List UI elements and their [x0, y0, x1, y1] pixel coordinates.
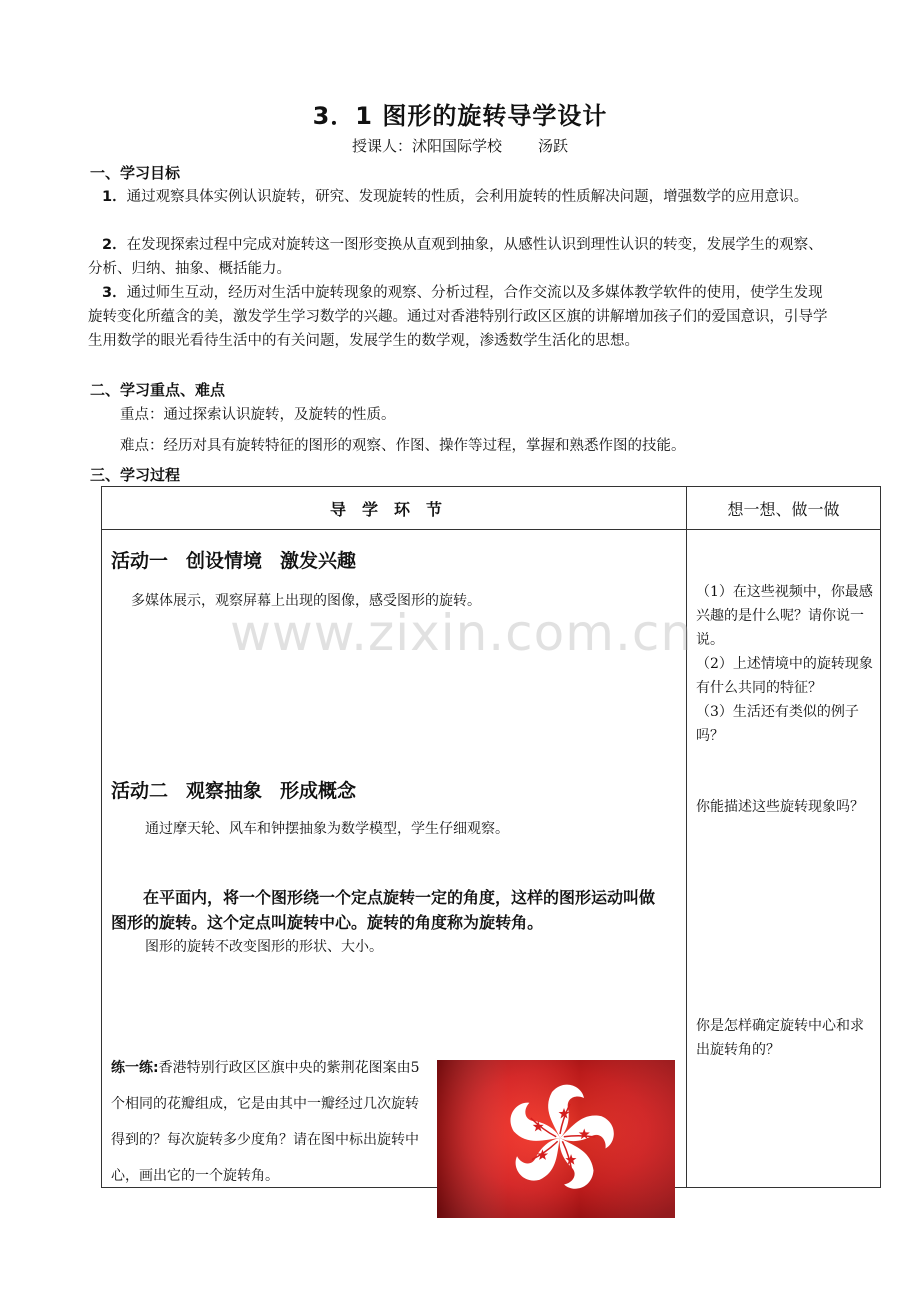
watermark: www.zixin.com.cn — [230, 604, 694, 662]
col-header-think: 想一想、做一做 — [687, 487, 881, 530]
question-2: （2）上述情境中的旋转现象有什么共同的特征？ — [696, 656, 873, 696]
term-rotation: 图形的旋转 — [111, 913, 192, 932]
section-heading-objectives: 一、学习目标 — [90, 164, 181, 182]
objective-2: 2．在发现探索过程中完成对旋转这一图形变换从直观到抽象，从感性认识到理性认识的转变，发展学生的观察、分析、归纳、抽象、概括能力。 — [88, 237, 823, 277]
practice-text: 练一练:香港特别行政区区旗中央的紫荆花图案由5个相同的花瓣组成，它是由其中一瓣经过几次旋转得到的？每次旋转多少度角？请在图中标出旋转中心，画出它的一个旋转角。 — [111, 1060, 420, 1184]
rotation-property: 图形的旋转不改变图形的形状、大小。 — [145, 939, 383, 955]
rotation-definition: 在平面内，将一个图形绕一个定点旋转一定的角度，这样的图形运动叫做图形的旋转。这个定点叫旋转中心。旋转的角度称为旋转角。 — [111, 888, 656, 932]
activity-1-text: 多媒体展示，观察屏幕上出现的图像，感受图形的旋转。 — [131, 593, 481, 609]
question-1: （1）在这些视频中，你最感兴趣的是什么呢？请你说一说。 — [696, 584, 873, 648]
objective-3: 3．通过师生互动，经历对生活中旋转现象的观察、分析过程，合作交流以及多媒体教学软件的使用，使学生发现旋转变化所蕴含的美，激发学生学习数学的兴趣。通过对香港特别行政区区旗的讲解增加孩子们的爱国意识，引导学生用数学的眼光看待生活中的有关问题，发展学生的数学观，渗透数学生活化的思想。 — [88, 285, 828, 349]
hong-kong-flag-image — [437, 1060, 675, 1218]
question-5: 你是怎样确定旋转中心和求出旋转角的？ — [696, 1018, 864, 1058]
focus-text: 重点：通过探索认识旋转，及旋转的性质。 — [120, 407, 396, 423]
activity-1-title: 活动一 创设情境 激发兴趣 — [111, 550, 357, 572]
question-4: 你能描述这些旋转现象吗？ — [696, 799, 864, 815]
section-heading-focus: 二、学习重点、难点 — [90, 381, 226, 399]
term-angle: 旋转角 — [479, 913, 528, 932]
author-name: 汤跃 — [538, 137, 569, 155]
question-3: （3）生活还有类似的例子吗？ — [696, 704, 859, 744]
author-line — [0, 135, 920, 156]
document-title: 3．1 图形的旋转导学设计 — [312, 102, 608, 130]
term-center: 旋转中心 — [287, 913, 352, 932]
practice-label: 练一练: — [111, 1060, 159, 1076]
col-header-guide: 导学环节 — [102, 487, 687, 530]
think-cell — [687, 530, 881, 1188]
activity-2-title: 活动二 观察抽象 形成概念 — [111, 780, 357, 802]
activity-2-text: 通过摩天轮、风车和钟摆抽象为数学模型，学生仔细观察。 — [145, 821, 509, 837]
section-heading-process: 三、学习过程 — [90, 466, 181, 484]
objective-1: 1．通过观察具体实例认识旋转，研究、发现旋转的性质，会利用旋转的性质解决问题，增强数学的应用意识。 — [102, 189, 809, 205]
difficulty-text: 难点：经历对具有旋转特征的图形的观察、作图、操作等过程，掌握和熟悉作图的技能。 — [120, 438, 686, 454]
process-table — [101, 486, 881, 1188]
author-label: 授课人：沭阳国际学校 — [351, 137, 502, 155]
